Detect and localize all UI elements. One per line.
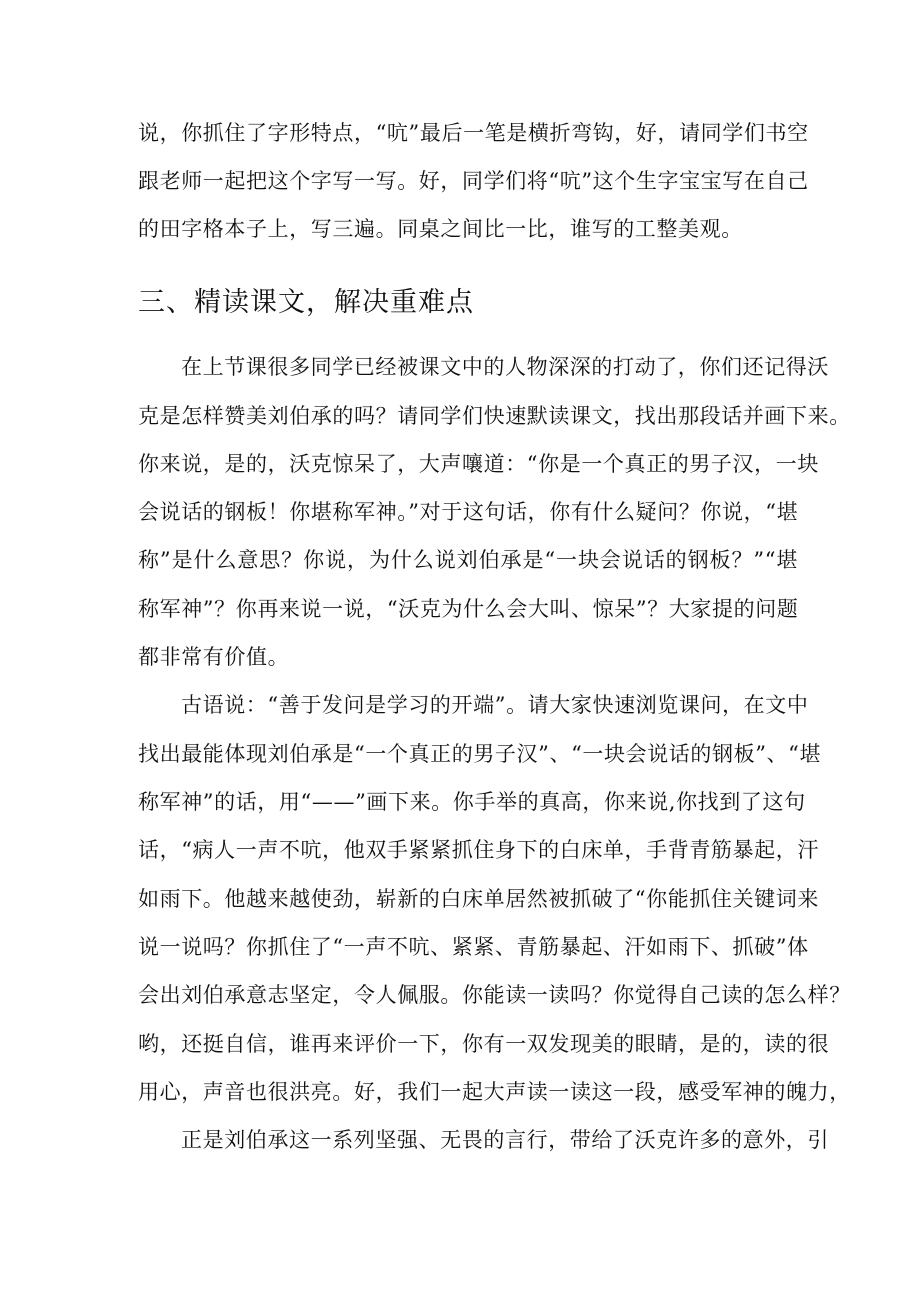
text-line: 正是刘伯承这一系列坚强、无畏的言行，带给了沃克许多的意外，引 [181, 1128, 829, 1152]
text-line: 用心，声音也很洪亮。好，我们一起大声读一读这一段，感受军神的魄力， [138, 1080, 851, 1104]
text-line: 说一说吗？你抓住了“一声不吭、紧紧、青筋暴起、汗如雨下、抓破”体 [138, 935, 809, 959]
text-line: 会说话的钢板！你堪称军神。”对于这句话，你有什么疑问？你说，“堪 [138, 500, 799, 524]
text-line: 克是怎样赞美刘伯承的吗？请同学们快速默读课文，找出那段话并画下来。 [138, 404, 851, 428]
text-line: 说，你抓住了字形特点，“吭”最后一笔是横折弯钩，好，请同学们书空 [138, 121, 809, 145]
text-line: 称军神”？你再来说一说，“沃克为什么会大叫、惊呆”？大家提的问题 [138, 597, 799, 621]
text-line: 在上节课很多同学已经被课文中的人物深深的打动了，你们还记得沃 [181, 355, 829, 379]
text-line: 话，“病人一声不吭，他双手紧紧抓住身下的白床单，手背青筋暴起，汗 [138, 838, 819, 862]
text-line: 会出刘伯承意志坚定，令人佩服。你能读一读吗？你觉得自己读的怎么样？ [138, 983, 851, 1007]
section-heading: 三、精读课文，解决重难点 [138, 287, 474, 318]
text-line: 称”是什么意思？你说，为什么说刘伯承是“一块会说话的钢板？”“堪 [138, 548, 798, 572]
text-line: 称军神”的话，用“——”画下来。你手举的真高，你来说,你找到了这句 [138, 790, 806, 814]
text-line: 哟，还挺自信，谁再来评价一下，你有一双发现美的眼睛，是的，读的很 [138, 1032, 830, 1056]
text-line: 你来说，是的，沃克惊呆了，大声嚷道：“你是一个真正的男子汉，一块 [138, 452, 819, 476]
text-line: 古语说：“善于发问是学习的开端”。请大家快速浏览课问，在文中 [181, 693, 809, 717]
text-line: 跟老师一起把这个字写一写。好，同学们将“吭”这个生字宝宝写在自己 [138, 169, 809, 193]
text-line: 都非常有价值。 [138, 645, 290, 669]
text-line: 如雨下。他越来越使劲，崭新的白床单居然被抓破了“你能抓住关键词来 [138, 887, 819, 911]
text-line: 的田字格本子上，写三遍。同桌之间比一比，谁写的工整美观。 [138, 217, 743, 241]
text-line: 找出最能体现刘伯承是“一个真正的男子汉”、“一块会说话的钢板”、“堪 [138, 742, 822, 766]
